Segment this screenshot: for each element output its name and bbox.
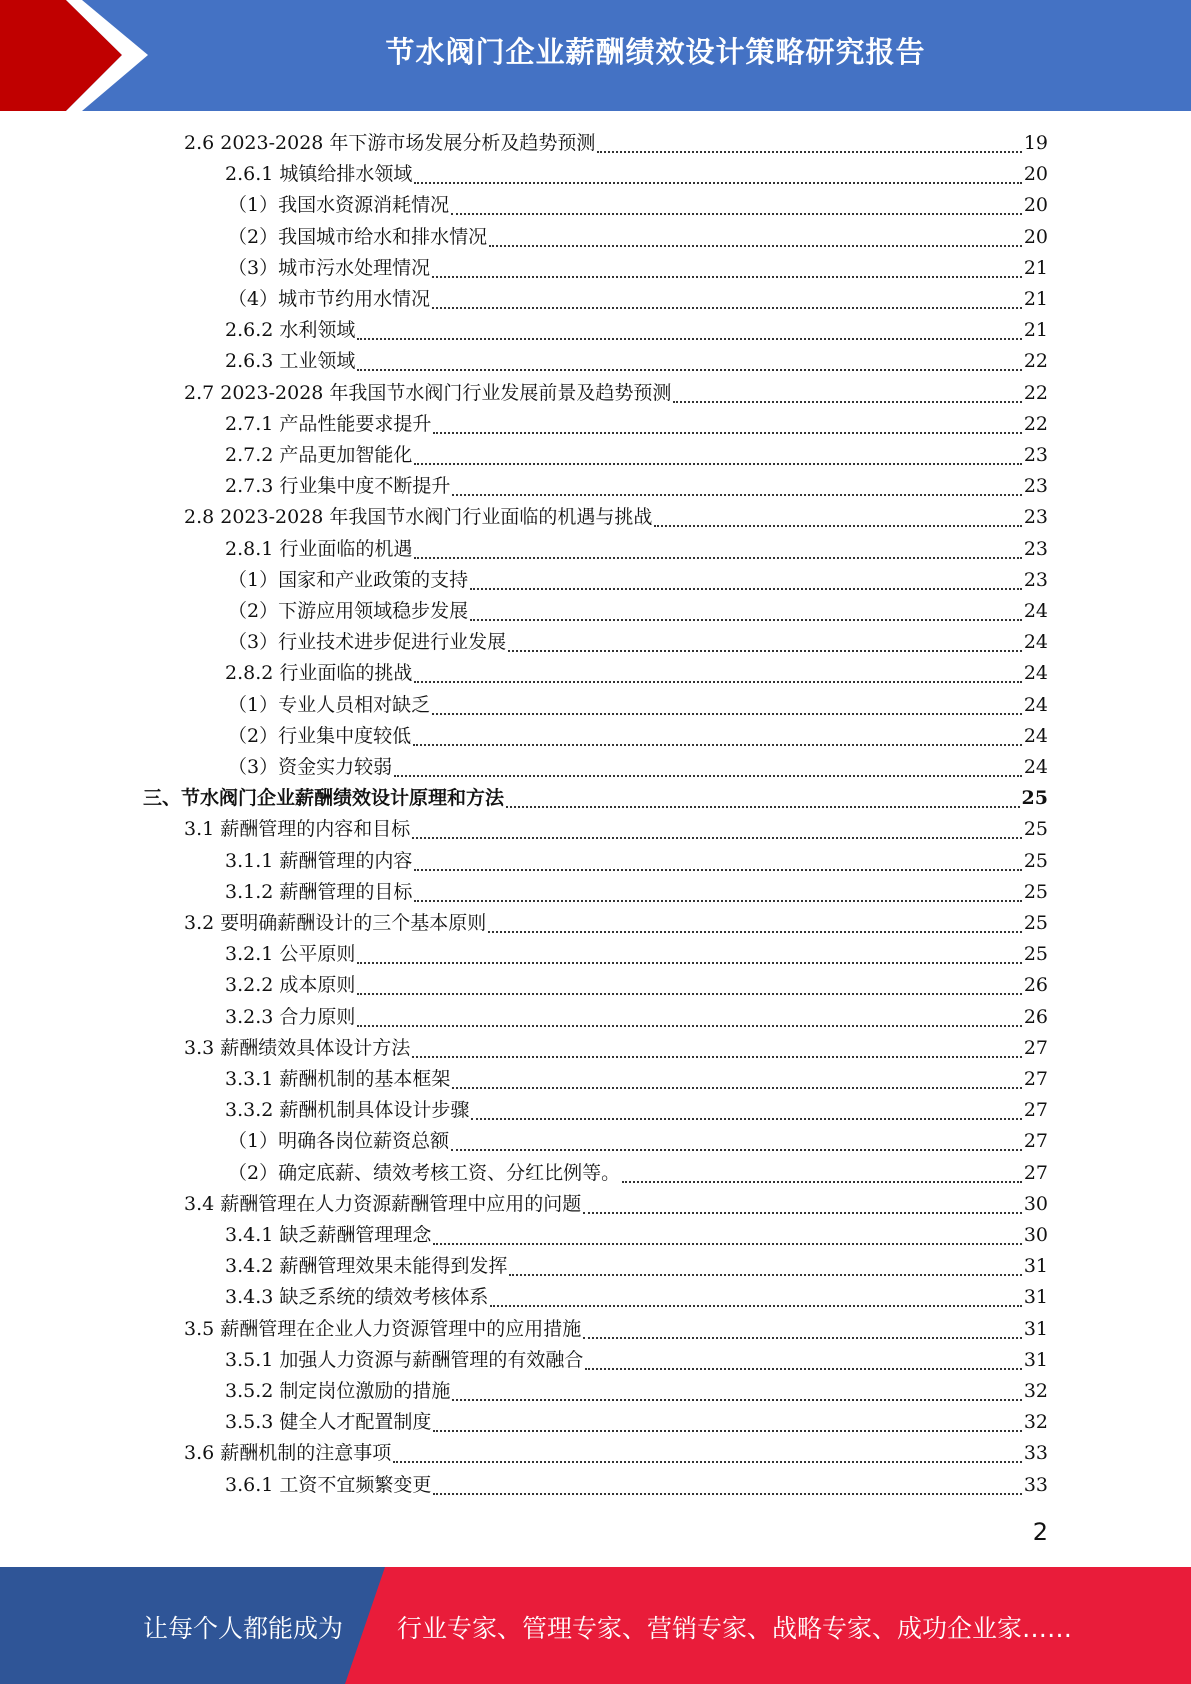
toc-entry[interactable] [228, 752, 1048, 783]
toc-dot-leader [433, 1243, 1021, 1245]
toc-entry[interactable] [225, 846, 1048, 877]
toc-entry-title: （1）明确各岗位薪资总额 [228, 1130, 450, 1152]
toc-entry-title: 2.6 2023-2028 年下游市场发展分析及趋势预测 [184, 132, 596, 154]
toc-entry-page: 26 [1023, 1006, 1048, 1028]
toc-entry-title: 2.6.1 城镇给排水领域 [225, 163, 413, 185]
toc-entry[interactable] [228, 253, 1048, 284]
toc-entry-title: 3.1 薪酬管理的内容和目标 [184, 818, 411, 840]
toc-dot-leader [432, 713, 1022, 715]
toc-entry-page: 27 [1023, 1130, 1048, 1152]
toc-entry-title: （3）资金实力较弱 [228, 756, 393, 778]
toc-entry-title: 3.5.1 加强人力资源与薪酬管理的有效融合 [225, 1349, 584, 1371]
page-footer [0, 1567, 1191, 1684]
toc-entry-title: 3.2.1 公平原则 [225, 943, 356, 965]
toc-entry-title: 2.8.2 行业面临的挑战 [225, 662, 413, 684]
toc-dot-leader [393, 1461, 1022, 1463]
toc-entry[interactable] [225, 877, 1048, 908]
toc-dot-leader [673, 401, 1021, 403]
toc-dot-leader [414, 182, 1021, 184]
toc-entry-page: 19 [1023, 132, 1048, 154]
toc-dot-leader [414, 869, 1021, 871]
page-number: 2 [1032, 1518, 1048, 1546]
toc-entry[interactable] [228, 190, 1048, 221]
toc-entry[interactable] [225, 1095, 1048, 1126]
toc-entry[interactable] [225, 970, 1048, 1001]
toc-entry[interactable] [225, 1345, 1048, 1376]
toc-entry-page: 24 [1023, 694, 1048, 716]
toc-entry-page: 31 [1023, 1286, 1048, 1308]
toc-entry-page: 23 [1023, 506, 1048, 528]
toc-entry-title: 3.2.3 合力原则 [225, 1006, 356, 1028]
toc-entry-page: 27 [1023, 1068, 1048, 1090]
toc-dot-leader [394, 775, 1022, 777]
toc-entry-title: （2）下游应用领域稳步发展 [228, 600, 469, 622]
toc-entry-page: 31 [1023, 1349, 1048, 1371]
toc-entry[interactable] [225, 440, 1048, 471]
toc-entry-page: 33 [1023, 1474, 1048, 1496]
toc-entry-page: 20 [1023, 194, 1048, 216]
toc-entry-page: 20 [1023, 226, 1048, 248]
toc-entry[interactable] [225, 1376, 1048, 1407]
toc-entry-page: 23 [1023, 444, 1048, 466]
toc-entry-page: 23 [1023, 569, 1048, 591]
toc-entry[interactable] [228, 690, 1048, 721]
toc-entry-page: 24 [1023, 631, 1048, 653]
toc-entry-page: 31 [1023, 1318, 1048, 1340]
toc-entry-page: 24 [1023, 600, 1048, 622]
toc-entry-title: 3.2 要明确薪酬设计的三个基本原则 [184, 912, 487, 934]
toc-entry-page: 33 [1023, 1442, 1048, 1464]
toc-entry-title: 2.7.3 行业集中度不断提升 [225, 475, 451, 497]
toc-entry[interactable] [228, 1126, 1048, 1157]
toc-entry-page: 24 [1023, 756, 1048, 778]
toc-entry[interactable] [225, 159, 1048, 190]
toc-dot-leader [452, 1087, 1021, 1089]
toc-entry-title: （2）行业集中度较低 [228, 725, 412, 747]
toc-entry[interactable] [225, 1282, 1048, 1313]
toc-entry-title: 3.1.2 薪酬管理的目标 [225, 881, 413, 903]
footer-slogan-left: 让每个人都能成为 [143, 1614, 344, 1643]
toc-entry[interactable] [184, 128, 1048, 159]
toc-dot-leader [414, 463, 1021, 465]
toc-entry[interactable] [225, 1002, 1048, 1033]
toc-entry-page: 23 [1023, 538, 1048, 560]
toc-entry-title: （2）确定底薪、绩效考核工资、分红比例等。 [228, 1162, 621, 1184]
toc-entry[interactable] [225, 1407, 1048, 1438]
toc-dot-leader [452, 1399, 1021, 1401]
toc-dot-leader [585, 1368, 1021, 1370]
toc-entry-page: 23 [1023, 475, 1048, 497]
toc-entry[interactable] [228, 565, 1048, 596]
toc-dot-leader [597, 151, 1021, 153]
toc-entry-page: 31 [1023, 1255, 1048, 1277]
toc-entry-page: 25 [1023, 818, 1048, 840]
toc-entry-title: 2.7 2023-2028 年我国节水阀门行业发展前景及趋势预测 [184, 382, 672, 404]
toc-entry-page: 27 [1023, 1037, 1048, 1059]
toc-entry-page: 25 [1021, 787, 1048, 809]
footer-slogan-right: 行业专家、管理专家、营销专家、战略专家、成功企业家…… [397, 1614, 1073, 1643]
toc-entry-title: 2.8 2023-2028 年我国节水阀门行业面临的机遇与挑战 [184, 506, 653, 528]
toc-entry-page: 21 [1023, 257, 1048, 279]
toc-entry[interactable] [184, 908, 1048, 939]
toc-entry-title: 3.4 薪酬管理在人力资源薪酬管理中应用的问题 [184, 1193, 582, 1215]
toc-dot-leader [412, 1056, 1022, 1058]
toc-dot-leader [357, 993, 1021, 995]
toc-dot-leader [433, 1430, 1021, 1432]
toc-entry-page: 25 [1023, 943, 1048, 965]
toc-dot-leader [451, 1149, 1022, 1151]
toc-entry-title: 三、节水阀门企业薪酬绩效设计原理和方法 [143, 787, 505, 809]
toc-entry-title: 2.8.1 行业面临的机遇 [225, 538, 413, 560]
toc-entry-page: 32 [1023, 1411, 1048, 1433]
toc-entry[interactable] [184, 1438, 1048, 1469]
toc-entry-title: 2.7.1 产品性能要求提升 [225, 413, 432, 435]
toc-entry-title: 3.6 薪酬机制的注意事项 [184, 1442, 392, 1464]
toc-entry-page: 27 [1023, 1099, 1048, 1121]
toc-entry[interactable] [228, 1158, 1048, 1189]
toc-entry[interactable] [225, 471, 1048, 502]
toc-entry[interactable] [228, 721, 1048, 752]
toc-entry-page: 27 [1023, 1162, 1048, 1184]
toc-entry-title: 2.6.3 工业领域 [225, 350, 356, 372]
toc-entry[interactable] [225, 658, 1048, 689]
toc-dot-leader [412, 837, 1022, 839]
toc-entry[interactable] [225, 409, 1048, 440]
toc-dot-leader [432, 276, 1022, 278]
toc-entry-title: 2.6.2 水利领域 [225, 319, 356, 341]
toc-entry[interactable] [228, 596, 1048, 627]
toc-entry-title: 3.1.1 薪酬管理的内容 [225, 850, 413, 872]
toc-entry[interactable] [225, 1470, 1048, 1501]
toc-entry-page: 21 [1023, 288, 1048, 310]
toc-entry-title: （3）城市污水处理情况 [228, 257, 431, 279]
toc-entry-page: 30 [1023, 1224, 1048, 1246]
toc-dot-leader [583, 1212, 1022, 1214]
toc-entry[interactable] [228, 222, 1048, 253]
toc-entry[interactable] [184, 502, 1048, 533]
toc-entry-title: 3.3.1 薪酬机制的基本框架 [225, 1068, 451, 1090]
toc-dot-leader [357, 338, 1021, 340]
toc-entry-title: 3.5 薪酬管理在企业人力资源管理中的应用措施 [184, 1318, 582, 1340]
toc-entry-page: 24 [1023, 725, 1048, 747]
toc-entry-page: 32 [1023, 1380, 1048, 1402]
toc-dot-leader [509, 1274, 1021, 1276]
toc-entry-page: 21 [1023, 319, 1048, 341]
toc-entry-page: 22 [1023, 382, 1048, 404]
toc-dot-leader [432, 307, 1022, 309]
toc-dot-leader [488, 931, 1022, 933]
toc-entry-title: 3.3.2 薪酬机制具体设计步骤 [225, 1099, 470, 1121]
toc-entry[interactable] [225, 534, 1048, 565]
toc-dot-leader [583, 1337, 1022, 1339]
toc-entry-title: 3.6.1 工资不宜频繁变更 [225, 1474, 432, 1496]
toc-entry[interactable] [184, 1189, 1048, 1220]
toc-entry-page: 22 [1023, 350, 1048, 372]
toc-entry[interactable] [225, 315, 1048, 346]
toc-entry-page: 25 [1023, 850, 1048, 872]
toc-dot-leader [414, 900, 1021, 902]
toc-entry-title: 3.5.3 健全人才配置制度 [225, 1411, 432, 1433]
toc-dot-leader [357, 962, 1021, 964]
toc-entry[interactable] [143, 783, 1048, 814]
toc-dot-leader [452, 494, 1021, 496]
toc-entry-page: 30 [1023, 1193, 1048, 1215]
toc-entry[interactable] [184, 378, 1048, 409]
toc-dot-leader [414, 681, 1021, 683]
toc-entry[interactable] [225, 1251, 1048, 1282]
toc-entry[interactable] [184, 1033, 1048, 1064]
toc-entry-title: （3）行业技术进步促进行业发展 [228, 631, 507, 653]
toc-entry-title: 3.5.2 制定岗位激励的措施 [225, 1380, 451, 1402]
toc-entry-page: 26 [1023, 974, 1048, 996]
toc-dot-leader [413, 744, 1022, 746]
toc-dot-leader [470, 619, 1022, 621]
toc-dot-leader [489, 245, 1022, 247]
toc-entry-title: 3.3 薪酬绩效具体设计方法 [184, 1037, 411, 1059]
toc-dot-leader [506, 806, 1020, 808]
toc-entry-title: 3.4.1 缺乏薪酬管理理念 [225, 1224, 432, 1246]
toc-dot-leader [508, 650, 1022, 652]
toc-entry[interactable] [225, 1064, 1048, 1095]
toc-dot-leader [451, 213, 1022, 215]
toc-entry[interactable] [225, 1220, 1048, 1251]
report-title: 节水阀门企业薪酬绩效设计策略研究报告 [385, 35, 926, 69]
toc-dot-leader [471, 1118, 1021, 1120]
toc-entry-page: 24 [1023, 662, 1048, 684]
toc-dot-leader [470, 588, 1022, 590]
toc-dot-leader [433, 432, 1021, 434]
toc-entry-title: （4）城市节约用水情况 [228, 288, 431, 310]
toc-dot-leader [433, 1493, 1021, 1495]
toc-dot-leader [357, 369, 1021, 371]
toc-dot-leader [622, 1181, 1022, 1183]
toc-entry-title: （1）专业人员相对缺乏 [228, 694, 431, 716]
toc-entry[interactable] [184, 1314, 1048, 1345]
toc-entry-page: 22 [1023, 413, 1048, 435]
toc-entry-title: 3.4.2 薪酬管理效果未能得到发挥 [225, 1255, 508, 1277]
toc-entry-title: （2）我国城市给水和排水情况 [228, 226, 488, 248]
toc-entry-page: 25 [1023, 912, 1048, 934]
toc-entry-page: 25 [1023, 881, 1048, 903]
toc-entry-page: 20 [1023, 163, 1048, 185]
toc-entry[interactable] [184, 814, 1048, 845]
toc-entry[interactable] [225, 346, 1048, 377]
toc-entry-title: 2.7.2 产品更加智能化 [225, 444, 413, 466]
toc-entry[interactable] [228, 627, 1048, 658]
toc-entry-title: 3.4.3 缺乏系统的绩效考核体系 [225, 1286, 489, 1308]
toc-dot-leader [654, 525, 1021, 527]
toc-entry[interactable] [225, 939, 1048, 970]
toc-entry[interactable] [228, 284, 1048, 315]
toc-dot-leader [490, 1305, 1021, 1307]
toc-dot-leader [414, 557, 1021, 559]
page-header [0, 0, 1191, 111]
toc-entry-title: （1）国家和产业政策的支持 [228, 569, 469, 591]
toc-dot-leader [357, 1025, 1021, 1027]
toc-entry-title: （1）我国水资源消耗情况 [228, 194, 450, 216]
toc-entry-title: 3.2.2 成本原则 [225, 974, 356, 996]
